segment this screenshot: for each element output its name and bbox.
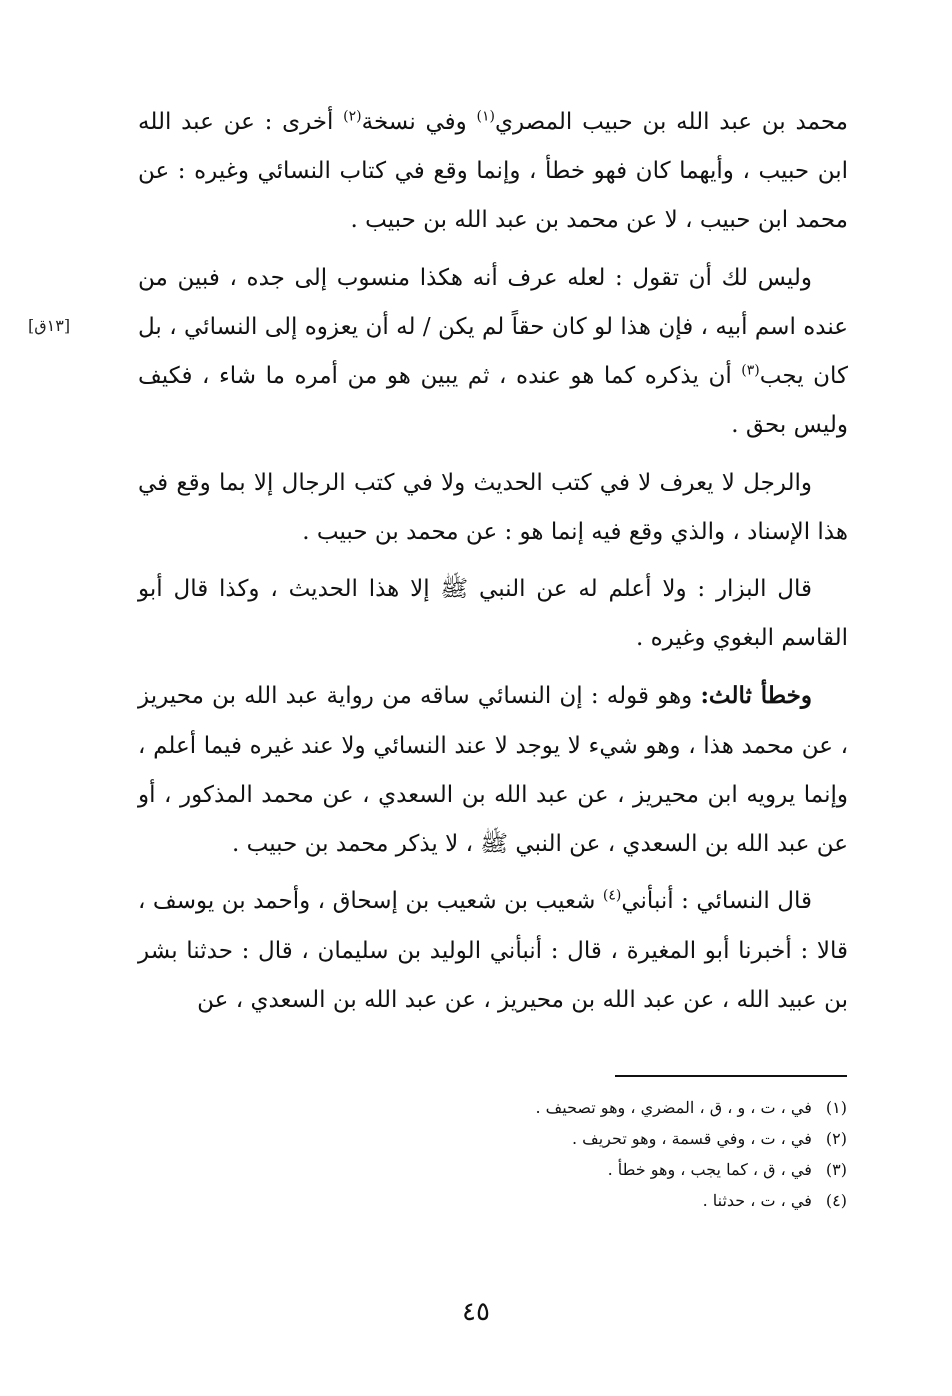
footnote-text: في ، ت ، حدثنا . — [702, 1191, 812, 1210]
footnote-text: في ، ق ، كما يجب ، وهو خطأ . — [607, 1160, 812, 1179]
footnote-item — [400, 1123, 847, 1154]
text-segment: والرجل لا يعرف لا في كتب الحديث ولا في كتب الرجال إلا بما وقع في هذا الإسناد ، والذي وقع فيه إنما هو : عن محمد بن حبيب . — [138, 469, 848, 545]
text-segment: قال البزار : ولا أعلم له عن النبي ﷺ إلا هذا الحديث ، وكذا قال أبو القاسم البغوي وغيره . — [138, 575, 848, 652]
main-text-body — [138, 98, 848, 1025]
paragraph-5 — [138, 671, 848, 869]
manuscript-folio-note: [١٣ق] — [28, 316, 71, 335]
footnote-number: (١) — [825, 1098, 847, 1117]
text-segment: شعيب بن شعيب بن إسحاق ، وأحمد بن يوسف ، قالا : أخبرنا أبو المغيرة ، قال : أنبأني الوليد بن سليمان ، قال : حدثنا بشر بن عبيد الله ، عن عبد الله بن محيريز ، عن عبد الله بن السعدي ، عن — [138, 888, 848, 1013]
footnotes-section — [400, 1092, 847, 1216]
footnote-ref-2: (٢) — [343, 108, 362, 125]
footnote-ref-3: (٣) — [741, 362, 760, 379]
footnote-number: (٤) — [825, 1191, 847, 1210]
text-segment: أن يذكره كما هو عنده ، ثم يبين هو من أمره ما شاء ، فكيف وليس بحق . — [138, 363, 848, 439]
section-lead-label: وخطأ ثالث: — [700, 682, 812, 710]
footnote-separator — [615, 1075, 847, 1077]
paragraph-3 — [138, 459, 848, 557]
footnote-item — [400, 1154, 847, 1185]
paragraph-2 — [138, 254, 848, 451]
text-segment: محمد بن عبد الله بن حبيب المصري — [494, 109, 848, 135]
text-segment: وفي نسخة — [361, 109, 477, 135]
footnote-item — [400, 1092, 847, 1123]
paragraph-1 — [138, 98, 848, 246]
paragraph-6 — [138, 877, 848, 1025]
page-number: ٤٥ — [462, 1297, 490, 1327]
text-segment: قال النسائي : أنبأني — [621, 888, 812, 915]
text-segment: وليس لك أن تقول : لعله عرف أنه هكذا منسوب إلى جده ، فبين من عنده اسم أبيه ، فإن هذا لو كان حقاً لم يكن / له أن يعزوه إلى النسائي ، بل كان يجب — [138, 264, 848, 390]
footnote-text: في ، ت ، وفي قسمة ، وهو تحريف . — [571, 1129, 812, 1148]
footnote-ref-4: (٤) — [602, 887, 622, 904]
footnote-number: (٣) — [825, 1160, 847, 1179]
text-segment: أخرى : عن عبد الله ابن حبيب ، وأيهما كان فهو خطأ ، وإنما وقع في كتاب النسائي وغيره : عن محمد ابن حبيب ، لا عن محمد بن عبد الله بن حبيب . — [138, 109, 848, 234]
footnote-text: في ، ت ، و ، ق ، المضري ، وهو تصحيف . — [535, 1098, 812, 1117]
paragraph-4 — [138, 565, 848, 663]
footnote-ref-1: (١) — [476, 108, 495, 125]
footnote-number: (٢) — [825, 1129, 847, 1148]
text-segment: وهو قوله : إن النسائي ساقه من رواية عبد الله بن محيريز ، عن محمد هذا ، وهو شيء لا يوجد لا عند النسائي ولا عند غيره فيما أعلم ، وإنما يرويه ابن محيريز ، عن عبد الله بن السعدي ، عن محمد المذكور ، أو عن عبد الله بن السعدي ، عن النبي ﷺ ، لا يذكر محمد بن حبيب . — [138, 683, 848, 858]
footnote-item — [400, 1185, 847, 1216]
